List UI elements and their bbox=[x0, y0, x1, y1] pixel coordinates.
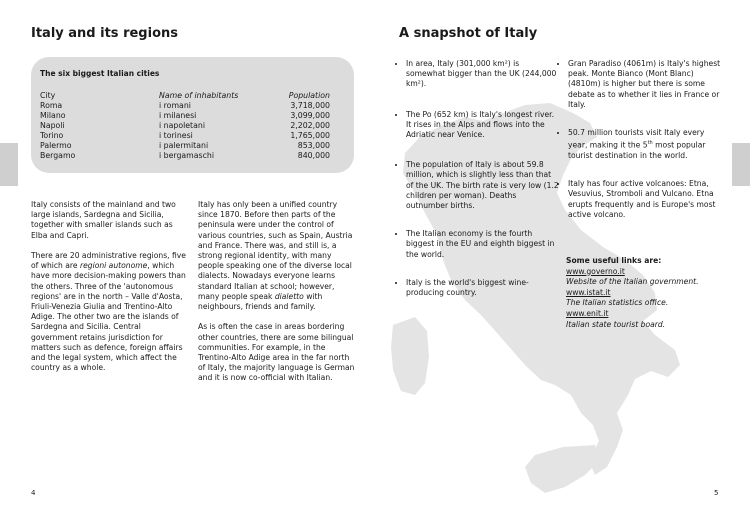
page-number-right: 5 bbox=[714, 489, 719, 497]
cities-box-title: The six biggest Italian cities bbox=[40, 69, 160, 78]
emphasis-text: regioni autonome bbox=[79, 261, 148, 271]
inhabitants-cell: i torinesi bbox=[159, 131, 193, 140]
list-item: • Italy has four active volcanoes: Etna, Vesuvius, Stromboli and Vulcano. Etna erupts frequently and is Europe's most active volcano. bbox=[568, 179, 726, 220]
link-description: The Italian statistics office. bbox=[566, 298, 669, 308]
city-cell: Torino bbox=[40, 131, 64, 140]
city-cell: Palermo bbox=[40, 141, 72, 150]
table-row bbox=[40, 111, 330, 121]
cities-box bbox=[31, 57, 354, 173]
list-item: • The Italian economy is the fourth biggest in the EU and eighth biggest in the world. bbox=[406, 229, 559, 260]
city-cell: Milano bbox=[40, 111, 66, 120]
city-cell: Roma bbox=[40, 101, 63, 110]
emphasis-text: dialetto bbox=[274, 291, 304, 301]
text-span: , which have more decision-making powers than the others. Three of the 'autonomous regions' are in the north – Valle d'Aosta, Friuli-Venezia Giulia and Trentino-Alto Adige. The other two are the islands of Sardegna and Sicilia. Central government retains jurisdiction for matters such as defence, foreign affairs and the legal system, which affect the country as a whole. bbox=[31, 261, 186, 373]
cities-table bbox=[40, 91, 330, 161]
inhabitants-cell: i milanesi bbox=[159, 111, 197, 120]
links-heading: Some useful links are: bbox=[566, 256, 662, 265]
link-istat[interactable]: www.istat.it bbox=[566, 287, 611, 297]
link-governo[interactable]: www.governo.it bbox=[566, 266, 625, 276]
population-cell: 3,099,000 bbox=[290, 111, 330, 120]
table-row bbox=[40, 141, 330, 151]
list-item: • 50.7 million tourists visit Italy every year, making it the 5th most popular tourist destination in the world. bbox=[568, 128, 726, 161]
left-column-2 bbox=[198, 200, 358, 394]
population-cell: 840,000 bbox=[297, 151, 330, 160]
col-header-population: Population bbox=[288, 91, 330, 100]
col-header-city: City bbox=[40, 91, 56, 100]
table-header-row bbox=[40, 91, 330, 101]
text-span: Italy has only been a unified country since 1870. Before then parts of the peninsula were under the control of various countries, such as Spain, Austria and France. There was, and still is, a strong regional identity, with many people speaking one of the diverse local dialects. Nowadays everyone learns standard Italian at school; however, many people speak bbox=[198, 200, 353, 301]
col-header-inhabitants: Name of inhabitants bbox=[159, 91, 239, 100]
population-cell: 1,765,000 bbox=[290, 131, 330, 140]
paragraph bbox=[198, 200, 358, 312]
bullets-left bbox=[399, 59, 559, 307]
population-cell: 2,202,000 bbox=[290, 121, 330, 130]
table-row bbox=[40, 131, 330, 141]
text-span: with neighbours, friends and family. bbox=[198, 291, 323, 312]
table-row bbox=[40, 101, 330, 111]
list-item: • Italy is the world's biggest wine-producing country. bbox=[406, 278, 559, 298]
right-page-title: A snapshot of Italy bbox=[399, 26, 538, 41]
table-row bbox=[40, 121, 330, 131]
link-enit[interactable]: www.enit.it bbox=[566, 308, 609, 318]
inhabitants-cell: i palermitani bbox=[159, 141, 209, 150]
population-cell: 853,000 bbox=[297, 141, 330, 150]
right-edge-tab bbox=[732, 143, 750, 186]
text-span: There are 20 administrative regions, five of which are bbox=[31, 251, 186, 271]
list-item: • The population of Italy is about 59.8 million, which is slightly less than that of the UK. The birth rate is very low (1.2 children per woman). Deaths outnumber births. bbox=[406, 160, 559, 211]
list-item: • The Po (652 km) is Italy's longest river. It rises in the Alps and flows into the Adriatic near Venice. bbox=[406, 110, 559, 141]
link-description: Website of the Italian government. bbox=[566, 277, 699, 287]
table-row bbox=[40, 151, 330, 161]
paragraph: Italy consists of the mainland and two large islands, Sardegna and Sicilia, together with smaller islands such as Elba and Capri. bbox=[31, 200, 176, 240]
bullets-right bbox=[561, 59, 726, 229]
city-cell: Bergamo bbox=[40, 151, 76, 160]
city-cell: Napoli bbox=[40, 121, 65, 130]
list-item: • Gran Paradiso (4061m) is Italy's highest peak. Monte Bianco (Mont Blanc) (4810m) is higher but there is some debate as to whether it lies in France or Italy. bbox=[568, 59, 726, 110]
inhabitants-cell: i bergamaschi bbox=[159, 151, 215, 160]
inhabitants-cell: i romani bbox=[159, 101, 191, 110]
link-description: Italian state tourist board. bbox=[566, 319, 666, 329]
useful-links bbox=[566, 256, 699, 330]
left-edge-tab bbox=[0, 143, 18, 186]
left-page-title: Italy and its regions bbox=[31, 26, 178, 41]
list-item: • In area, Italy (301,000 km²) is somewhat bigger than the UK (244,000 km²). bbox=[406, 59, 559, 90]
paragraph bbox=[31, 251, 189, 373]
left-column-1 bbox=[31, 200, 189, 384]
inhabitants-cell: i napoletani bbox=[159, 121, 205, 130]
paragraph: As is often the case in areas bordering other countries, there are some bilingual communities. For example, in the Trentino-Alto Adige area in the far north of Italy, the majority language is German and it is now co-official with Italian. bbox=[198, 322, 355, 383]
population-cell: 3,718,000 bbox=[290, 101, 330, 110]
page-number-left: 4 bbox=[31, 489, 36, 497]
